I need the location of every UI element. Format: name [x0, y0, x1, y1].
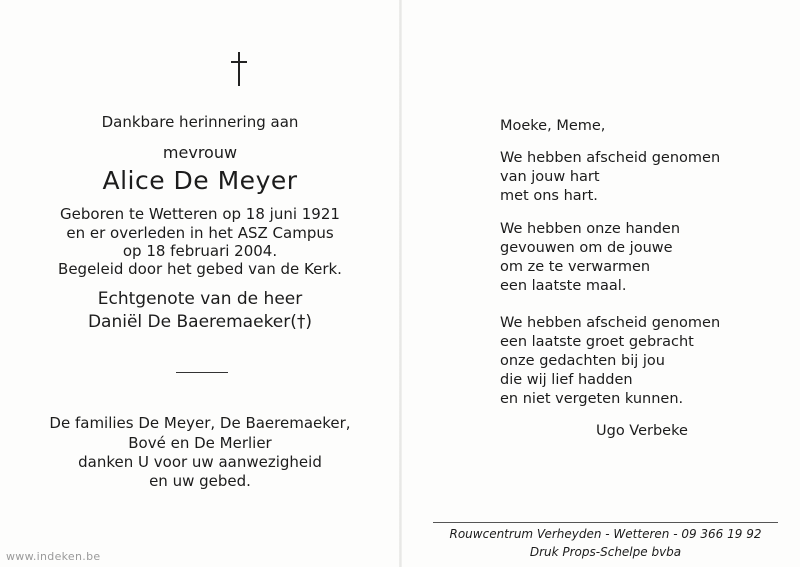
footer-rule	[433, 522, 778, 523]
poem-line: onze gedachten bij jou	[500, 353, 665, 369]
poem-line: met ons hart.	[500, 188, 598, 204]
thanks-line: Bové en De Merlier	[128, 434, 272, 452]
poem-line: die wij lief hadden	[500, 372, 633, 388]
intro-text: Dankbare herinnering aan	[101, 113, 299, 131]
poem-line: gevouwen om de jouwe	[500, 240, 673, 256]
death-info-2: op 18 februari 2004.	[122, 242, 278, 260]
thanks-line: danken U voor uw aanwezigheid	[78, 453, 322, 471]
death-info-1: en er overleden in het ASZ Campus	[66, 224, 334, 242]
watermark: www.indeken.be	[6, 550, 101, 563]
cross-icon	[228, 52, 252, 86]
thanks-line: en uw gebed.	[149, 472, 251, 490]
poem-line: We hebben onze handen	[500, 221, 681, 237]
church-blessing: Begeleid door het gebed van de Kerk.	[58, 260, 342, 278]
separator-line	[176, 372, 228, 373]
poem-line: om ze te verwarmen	[500, 259, 651, 275]
birth-info: Geboren te Wetteren op 18 juni 1921	[60, 205, 340, 223]
spouse-line-2: Daniël De Baeremaeker(†)	[87, 312, 313, 332]
poem-line: en niet vergeten kunnen.	[500, 391, 684, 407]
funeral-home-info: Rouwcentrum Verheyden - Wetteren - 09 366 19 92	[449, 527, 762, 541]
salutation: mevrouw	[162, 143, 238, 162]
spouse-line-1: Echtgenote van de heer	[97, 289, 303, 309]
poem-line: een laatste maal.	[500, 278, 627, 294]
poem-line: een laatste groet gebracht	[500, 334, 694, 350]
poem-author: Ugo Verbeke	[596, 423, 688, 439]
printer-info: Druk Props-Schelpe bvba	[529, 545, 682, 559]
thanks-line: De families De Meyer, De Baeremaeker,	[49, 414, 351, 432]
deceased-name: Alice De Meyer	[102, 166, 298, 195]
poem-line: We hebben afscheid genomen	[500, 150, 721, 166]
card-fold	[399, 0, 402, 567]
poem-line: van jouw hart	[500, 169, 600, 185]
poem-greeting: Moeke, Meme,	[500, 118, 606, 134]
poem-line: We hebben afscheid genomen	[500, 315, 721, 331]
